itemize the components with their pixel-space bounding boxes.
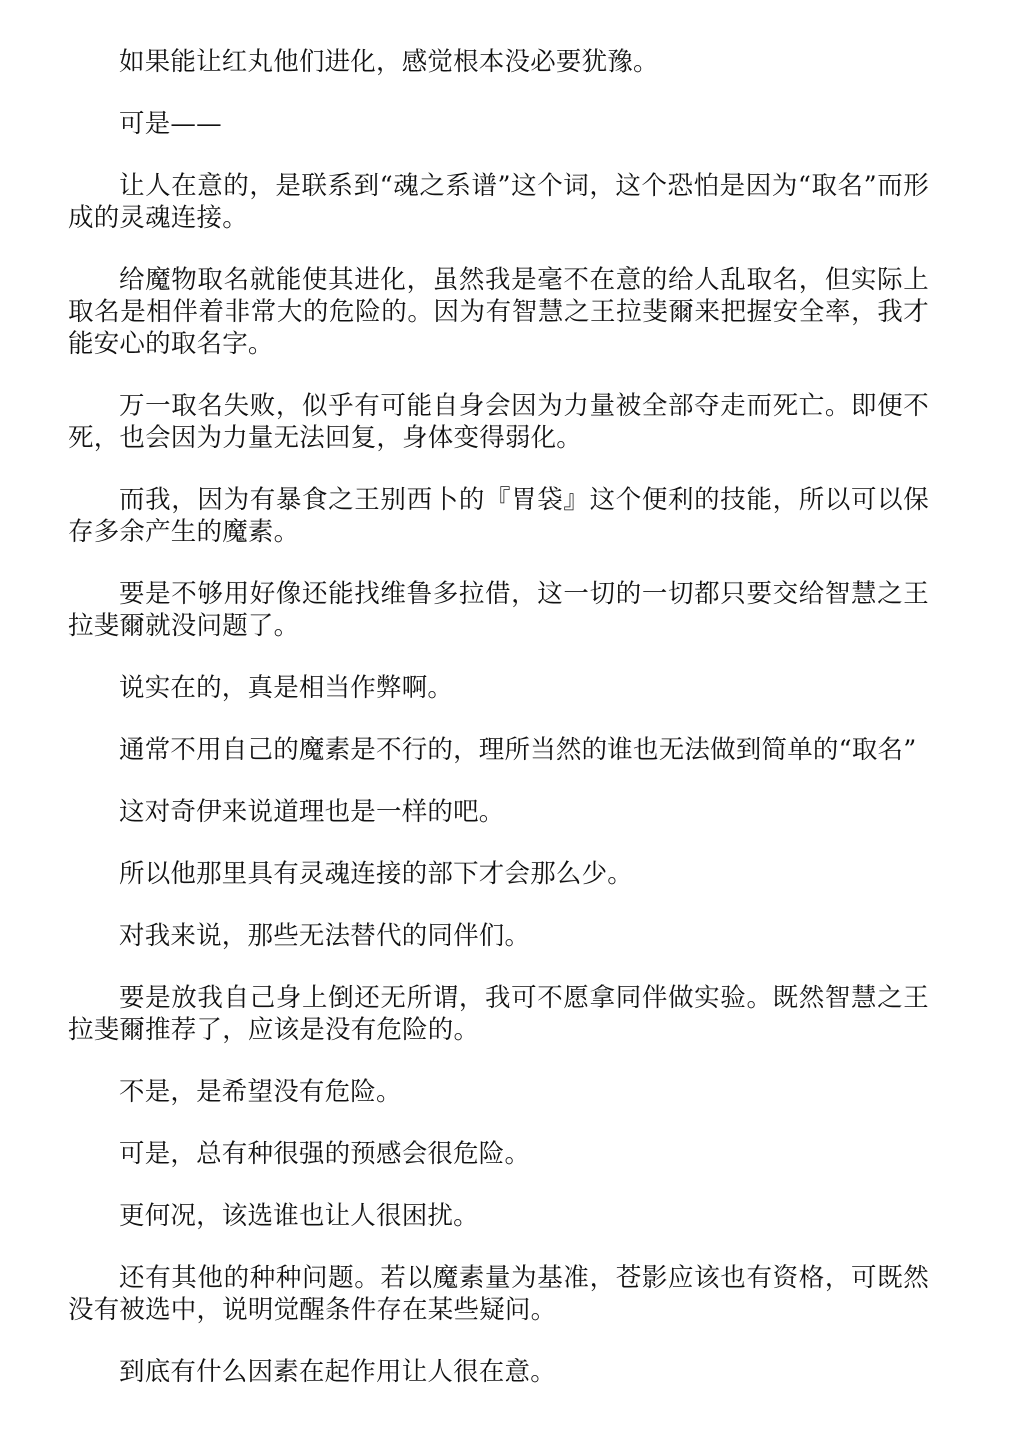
paragraph: 更何况，该选谁也让人很困扰。 [119, 1201, 479, 1231]
paragraph: 让人在意的，是联系到“魂之系谱”这个词，这个恐怕是因为“取名”而形成的灵魂连接。 [68, 171, 929, 233]
paragraph: 要是放我自己身上倒还无所谓，我可不愿拿同伴做实验。既然智慧之王拉斐爾推荐了，应该是没有危险的。 [68, 983, 929, 1045]
paragraph: 而我，因为有暴食之王别西卜的『胃袋』这个便利的技能，所以可以保存多余产生的魔素。 [68, 485, 929, 547]
paragraph: 所以他那里具有灵魂连接的部下才会那么少。 [119, 859, 634, 889]
paragraph: 万一取名失败，似乎有可能自身会因为力量被全部夺走而死亡。即便不死，也会因为力量无法回复，身体变得弱化。 [68, 391, 929, 453]
paragraph: 可是，总有种很强的预感会很危险。 [119, 1139, 531, 1169]
paragraph: 还有其他的种种问题。若以魔素量为基准，苍影应该也有资格，可既然没有被选中，说明觉醒条件存在某些疑问。 [68, 1263, 929, 1325]
paragraph: 不是，是希望没有危险。 [119, 1077, 402, 1107]
paragraph: 给魔物取名就能使其进化，虽然我是毫不在意的给人乱取名，但实际上取名是相伴着非常大的危险的。因为有智慧之王拉斐爾来把握安全率，我才能安心的取名字。 [68, 265, 929, 359]
paragraph: 说实在的，真是相当作弊啊。 [119, 673, 454, 703]
paragraph: 通常不用自己的魔素是不行的，理所当然的谁也无法做到简单的“取名” [119, 735, 917, 765]
paragraph: 这对奇伊来说道理也是一样的吧。 [119, 797, 505, 827]
paragraph: 如果能让红丸他们进化，感觉根本没必要犹豫。 [119, 47, 659, 77]
paragraph: 对我来说，那些无法替代的同伴们。 [119, 921, 531, 951]
paragraph: 可是—— [119, 109, 222, 139]
paragraph: 要是不够用好像还能找维鲁多拉借，这一切的一切都只要交给智慧之王拉斐爾就没问题了。 [68, 579, 929, 641]
paragraph: 到底有什么因素在起作用让人很在意。 [119, 1357, 556, 1387]
